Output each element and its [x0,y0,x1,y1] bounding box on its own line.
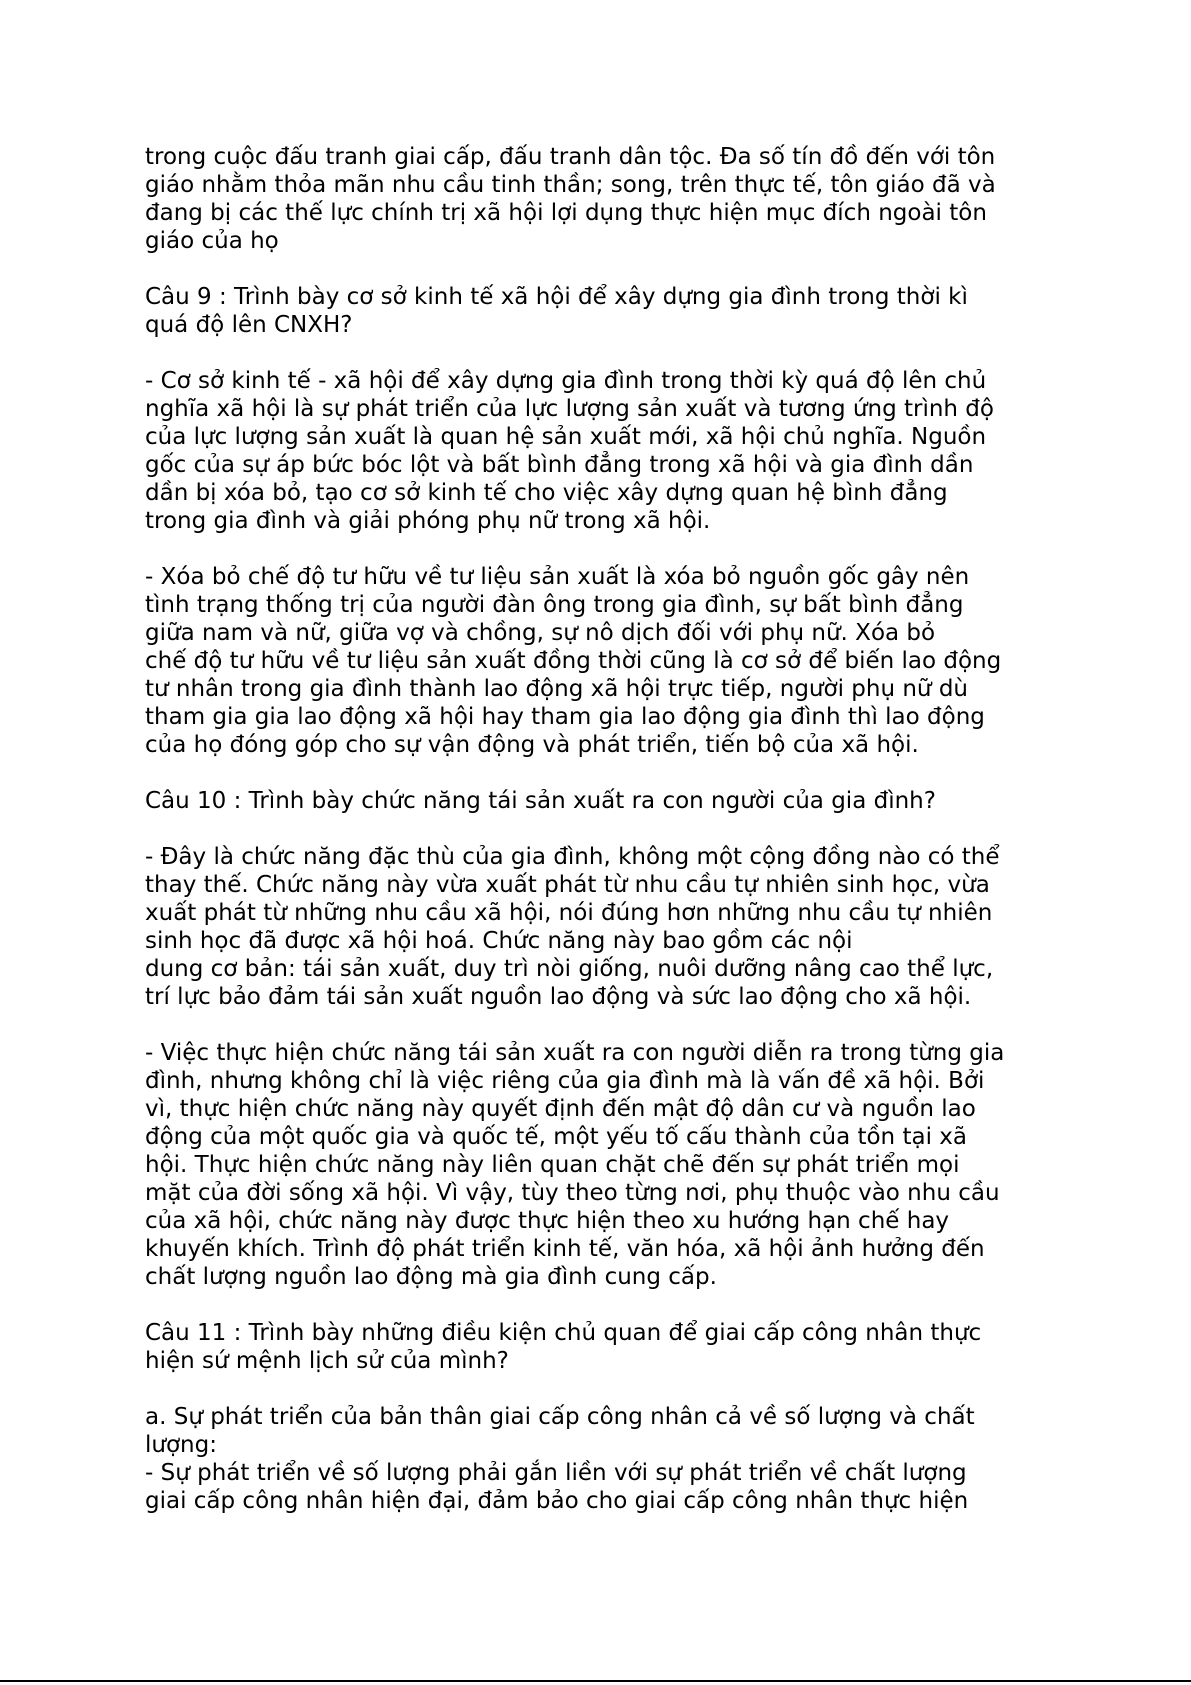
answer-10-paragraph-1 [145,843,1045,1011]
question-11-heading [145,1319,1045,1375]
text-line: giáo nhằm thỏa mãn nhu cầu tinh thần; song, trên thực tế, tôn giáo đã và [145,172,996,198]
paragraph-spacer [145,1291,1045,1319]
paragraph-spacer [145,535,1045,563]
text-line: hiện sứ mệnh lịch sử của mình? [145,1348,509,1374]
paragraph-spacer [145,255,1045,283]
paragraph-intro [145,143,1045,255]
text-line: tình trạng thống trị của người đàn ông trong gia đình, sự bất bình đẳng [145,592,964,618]
paragraph-spacer [145,339,1045,367]
text-line: hội. Thực hiện chức năng này liên quan chặt chẽ đến sự phát triển mọi [145,1152,960,1178]
text-line: chất lượng nguồn lao động mà gia đình cung cấp. [145,1264,717,1290]
answer-10-paragraph-2 [145,1039,1045,1291]
text-line: tham gia gia lao động xã hội hay tham gia lao động gia đình thì lao động [145,704,985,730]
answer-11-paragraph [145,1403,1045,1515]
text-line: Câu 9 : Trình bày cơ sở kinh tế xã hội để xây dựng gia đình trong thời kì [145,284,968,310]
paragraph-spacer [145,815,1045,843]
text-line: - Xóa bỏ chế độ tư hữu về tư liệu sản xuất là xóa bỏ nguồn gốc gây nên [145,564,970,590]
text-line: Câu 10 : Trình bày chức năng tái sản xuất ra con người của gia đình? [145,788,936,814]
text-line: - Đây là chức năng đặc thù của gia đình, không một cộng đồng nào có thể [145,844,1000,870]
text-line: nghĩa xã hội là sự phát triển của lực lượng sản xuất và tương ứng trình độ [145,396,994,422]
text-line: - Việc thực hiện chức năng tái sản xuất ra con người diễn ra trong từng gia [145,1040,1005,1066]
text-line: xuất phát từ những nhu cầu xã hội, nói đúng hơn những nhu cầu tự nhiên [145,900,993,926]
text-line: vì, thực hiện chức năng này quyết định đến mật độ dân cư và nguồn lao [145,1096,976,1122]
text-line: trong gia đình và giải phóng phụ nữ trong xã hội. [145,508,711,534]
question-9-heading [145,283,1045,339]
paragraph-spacer [145,759,1045,787]
text-line: mặt của đời sống xã hội. Vì vậy, tùy theo từng nơi, phụ thuộc vào nhu cầu [145,1180,1000,1206]
text-line: thay thế. Chức năng này vừa xuất phát từ nhu cầu tự nhiên sinh học, vừa [145,872,990,898]
document-page [145,143,1045,1515]
text-line: dung cơ bản: tái sản xuất, duy trì nòi giống, nuôi dưỡng nâng cao thể lực, [145,956,994,982]
text-line: trong cuộc đấu tranh giai cấp, đấu tranh dân tộc. Đa số tín đồ đến với tôn [145,144,996,170]
text-line: của xã hội, chức năng này được thực hiện theo xu hướng hạn chế hay [145,1208,950,1234]
text-line: chế độ tư hữu về tư liệu sản xuất đồng thời cũng là cơ sở để biến lao động [145,648,1002,674]
text-line: - Sự phát triển về số lượng phải gắn liền với sự phát triển về chất lượng [145,1460,967,1486]
page-bottom-border [0,1680,1191,1682]
text-line: đang bị các thế lực chính trị xã hội lợi dụng thực hiện mục đích ngoài tôn [145,200,987,226]
paragraph-spacer [145,1375,1045,1403]
text-line: sinh học đã được xã hội hoá. Chức năng này bao gồm các nội [145,928,853,954]
text-line: của họ đóng góp cho sự vận động và phát triển, tiến bộ của xã hội. [145,732,919,758]
text-line: đình, nhưng không chỉ là việc riêng của gia đình mà là vấn đề xã hội. Bởi [145,1068,985,1094]
text-line: giai cấp công nhân hiện đại, đảm bảo cho giai cấp công nhân thực hiện [145,1488,969,1514]
text-line: Câu 11 : Trình bày những điều kiện chủ quan để giai cấp công nhân thực [145,1320,982,1346]
text-line: - Cơ sở kinh tế - xã hội để xây dựng gia đình trong thời kỳ quá độ lên chủ [145,368,987,394]
answer-9-paragraph-1 [145,367,1045,535]
text-line: lượng: [145,1432,217,1458]
text-line: quá độ lên CNXH? [145,312,353,338]
text-line: trí lực bảo đảm tái sản xuất nguồn lao động và sức lao động cho xã hội. [145,984,972,1010]
text-line: tư nhân trong gia đình thành lao động xã hội trực tiếp, người phụ nữ dù [145,676,968,702]
text-line: gốc của sự áp bức bóc lột và bất bình đẳng trong xã hội và gia đình dần [145,452,974,478]
text-line: khuyến khích. Trình độ phát triển kinh tế, văn hóa, xã hội ảnh hưởng đến [145,1236,985,1262]
text-line: dần bị xóa bỏ, tạo cơ sở kinh tế cho việc xây dựng quan hệ bình đẳng [145,480,948,506]
text-line: a. Sự phát triển của bản thân giai cấp công nhân cả về số lượng và chất [145,1404,975,1430]
text-line: động của một quốc gia và quốc tế, một yếu tố cấu thành của tồn tại xã [145,1124,967,1150]
paragraph-spacer [145,1011,1045,1039]
text-line: giữa nam và nữ, giữa vợ và chồng, sự nô dịch đối với phụ nữ. Xóa bỏ [145,620,936,646]
text-line: của lực lượng sản xuất là quan hệ sản xuất mới, xã hội chủ nghĩa. Nguồn [145,424,987,450]
question-10-heading [145,787,1045,815]
answer-9-paragraph-2 [145,563,1045,759]
text-line: giáo của họ [145,228,279,254]
